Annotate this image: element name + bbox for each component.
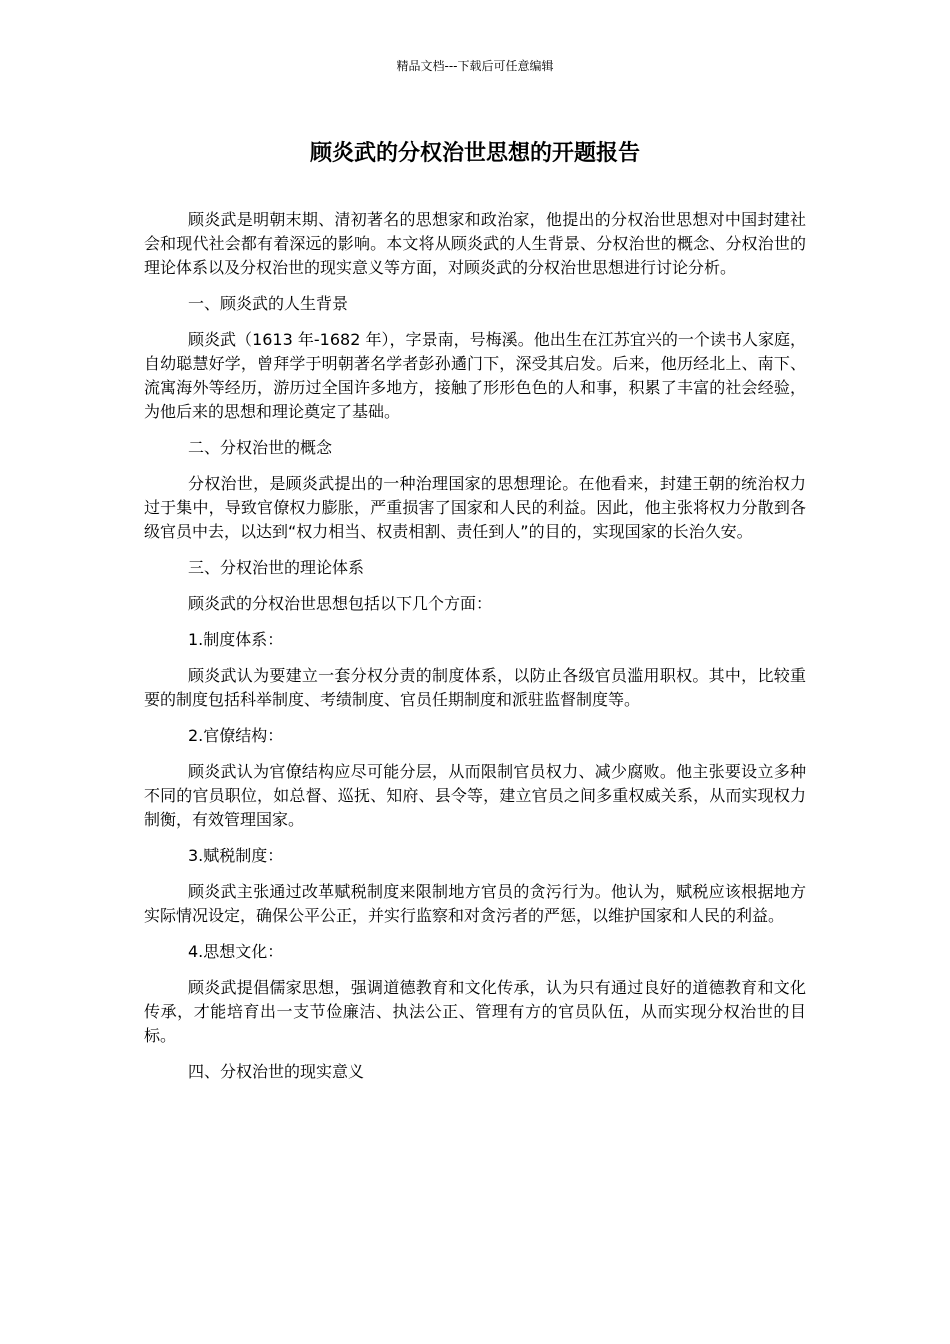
section-heading-life-background: 一、顾炎武的人生背景 xyxy=(188,294,349,313)
theory-intro-paragraph: 顾炎武的分权治世思想包括以下几个方面： xyxy=(188,594,493,613)
section-heading-practical-significance: 四、分权治世的现实意义 xyxy=(188,1062,365,1081)
section-heading-theory: 三、分权治世的理论体系 xyxy=(188,558,365,577)
institutional-system-paragraph: 顾炎武认为要建立一套分权分责的制度体系，以防止各级官员滥用职权。其中，比较重要的制度包括科举制度、考绩制度、官员任期制度和派驻监督制度等。 xyxy=(144,666,806,709)
section-heading-concept: 二、分权治世的概念 xyxy=(188,438,333,457)
subheading-institutional-system: 1.制度体系： xyxy=(188,630,284,649)
bureaucratic-structure-paragraph: 顾炎武认为官僚结构应尽可能分层，从而限制官员权力、减少腐败。他主张要设立多种不同的官员职位，如总督、巡抚、知府、县令等，建立官员之间多重权威关系，从而实现权力制衡，有效管理国家。 xyxy=(144,762,806,829)
intro-paragraph: 顾炎武是明朝末期、清初著名的思想家和政治家，他提出的分权治世思想对中国封建社会和现代社会都有着深远的影响。本文将从顾炎武的人生背景、分权治世的概念、分权治世的理论体系以及分权治世的现实意义等方面，对顾炎武的分权治世思想进行讨论分析。 xyxy=(144,210,806,277)
document-body xyxy=(144,208,806,1096)
subheading-bureaucratic-structure: 2.官僚结构： xyxy=(188,726,284,745)
subheading-tax-system: 3.赋税制度： xyxy=(188,846,284,865)
page-header: 精品文档---下载后可任意编辑 xyxy=(396,59,554,73)
life-background-paragraph: 顾炎武（1613 年-1682 年），字景南，号梅溪。他出生在江苏宜兴的一个读书人家庭，自幼聪慧好学，曾拜学于明朝著名学者彭孙遹门下，深受其启发。后来，他历经北上、南下、流寓海外等经历，游历过全国许多地方，接触了形形色色的人和事，积累了丰富的社会经验，为他后来的思想和理论奠定了基础。 xyxy=(144,330,806,421)
concept-paragraph: 分权治世，是顾炎武提出的一种治理国家的思想理论。在他看来，封建王朝的统治权力过于集中，导致官僚权力膨胀，严重损害了国家和人民的利益。因此，他主张将权力分散到各级官员中去，以达到“权力相当、权责相割、责任到人”的目的，实现国家的长治久安。 xyxy=(144,474,806,541)
ideology-culture-paragraph: 顾炎武提倡儒家思想，强调道德教育和文化传承，认为只有通过良好的道德教育和文化传承，才能培育出一支节俭廉洁、执法公正、管理有方的官员队伍，从而实现分权治世的目标。 xyxy=(144,978,806,1045)
tax-system-paragraph: 顾炎武主张通过改革赋税制度来限制地方官员的贪污行为。他认为，赋税应该根据地方实际情况设定，确保公平公正，并实行监察和对贪污者的严惩，以维护国家和人民的利益。 xyxy=(144,882,806,925)
subheading-ideology-culture: 4.思想文化： xyxy=(188,942,284,961)
document-title: 顾炎武的分权治世思想的开题报告 xyxy=(309,141,640,166)
